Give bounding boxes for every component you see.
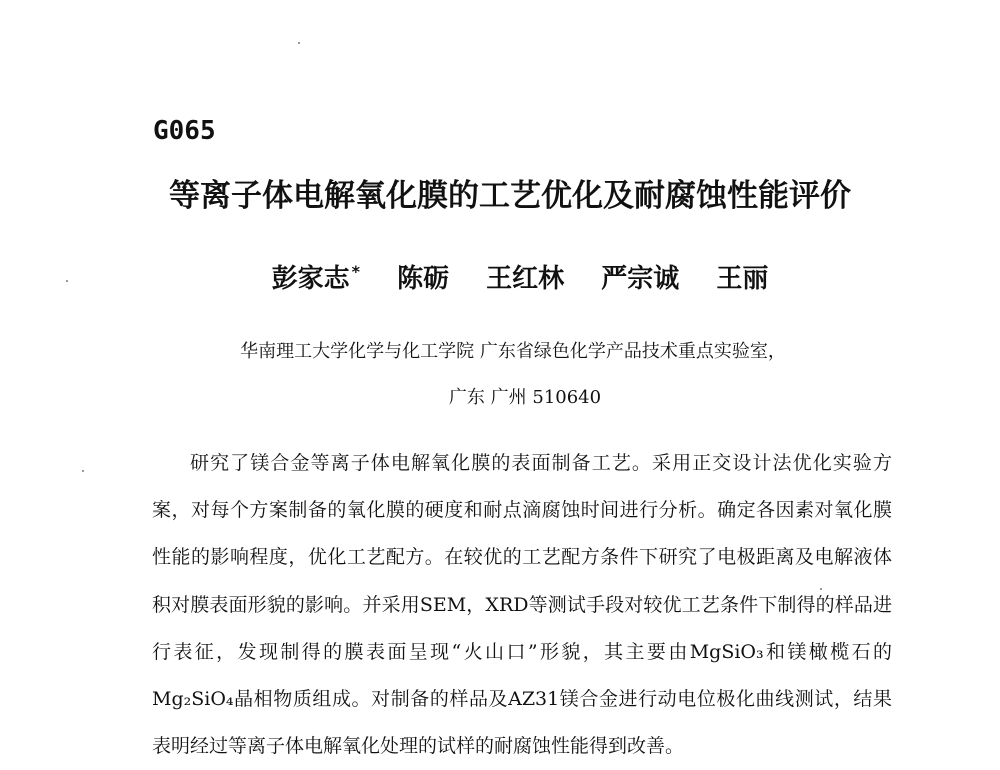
author-name: 陈砺: [397, 264, 450, 294]
affiliation-line-2: 广东 广州 510640: [448, 387, 602, 408]
author-list: [0, 258, 1000, 295]
affiliation-line-1: 华南理工大学化学与化工学院 广东省绿色化学产品技术重点实验室，: [240, 341, 786, 362]
paper-title: 等离子体电解氧化膜的工艺优化及耐腐蚀性能评价: [169, 178, 851, 214]
author-name: 严宗诚: [601, 264, 680, 294]
scan-speck: [82, 470, 84, 472]
corresponding-author-mark: *: [351, 262, 361, 282]
abstract-text: 研究了镁合金等离子体电解氧化膜的表面制备工艺。采用正交设计法优化实验方案，对每个方案制备的氧化膜的硬度和耐点滴腐蚀时间进行分析。确定各因素对氧化膜性能的影响程度，优化工艺配方。在较优的工艺配方条件下研究了电极距离及电解液体积对膜表面形貌的影响。并采用SEM，XRD等测试手段对较优工艺条件下制得的样品进行表征，发现制得的膜表面呈现“火山口”形貌，其主要由MgSiO₃和镁橄榄石的Mg₂SiO₄晶相物质组成。对制备的样品及AZ31镁合金进行动电位极化曲线测试，结果表明经过等离子体电解氧化处理的试样的耐腐蚀性能得到改善。: [152, 452, 892, 758]
document-code: G065: [153, 116, 216, 146]
author-name: 彭家志 *: [271, 262, 361, 294]
author-name: 王红林: [486, 264, 565, 294]
author-name: 王丽: [716, 264, 769, 294]
scan-speck: [298, 42, 300, 44]
